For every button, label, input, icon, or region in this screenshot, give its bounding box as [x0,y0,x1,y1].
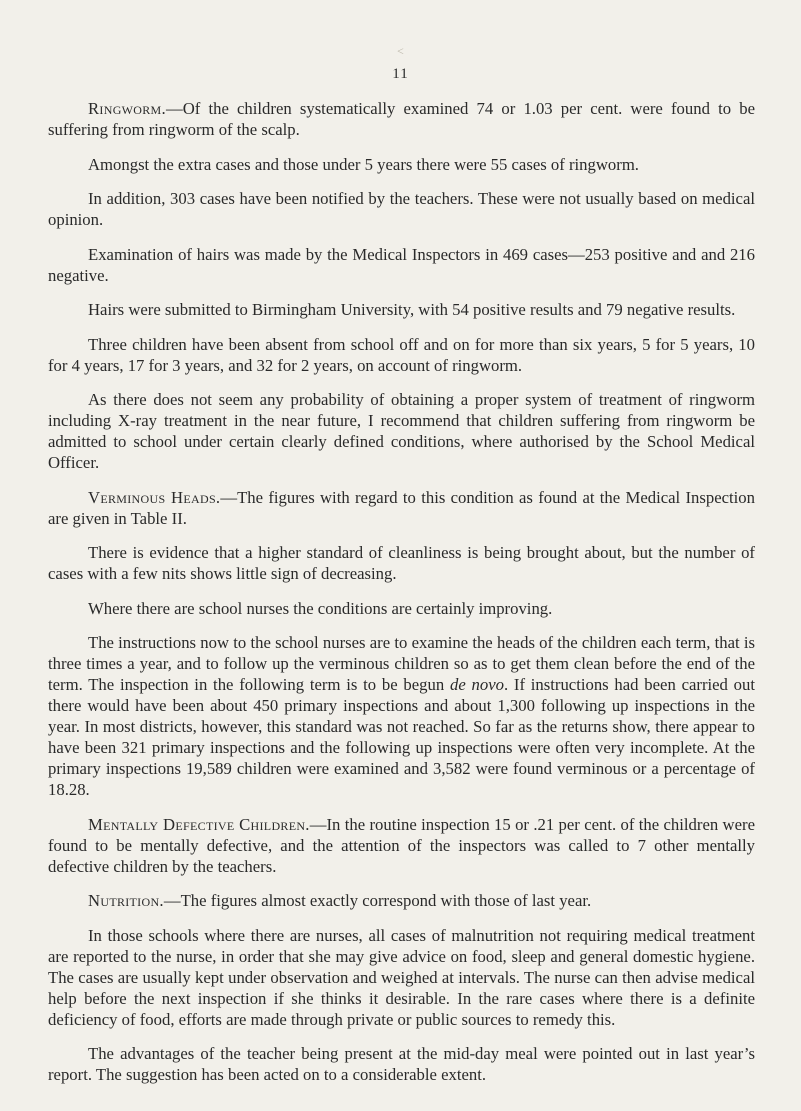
paragraph: As there does not seem any probability of obtaining a proper system of treatment of ringworm including X-ray treatment in the near future, I recommend that children suffering from ringworm be admitted to school under certain clearly defined conditions, where authorised by the School Medical Officer. [48,390,755,472]
paragraph-ringworm [48,98,755,140]
paragraph: In those schools where there are nurses, all cases of malnutrition not requiring medical treatment are reported to the nurse, in order that she may give advice on food, sleep and general domestic hygiene. The cases are usually kept under observation and weighed at intervals. The nurse can then advise medical help before the next inspection if she thinks it desirable. In the rare cases where there is a definite deficiency of food, efforts are made through private or public sources to remedy this. [48,925,755,1029]
section-heading-mentally-defective: Mentally Defective Children. [88,814,310,834]
paragraph: Examination of hairs was made by the Medical Inspectors in 469 cases—253 positive and and 216 negative. [48,244,755,285]
page-number: 11 [392,66,409,82]
section-heading-verminous-heads: Verminous Heads. [88,487,221,507]
stray-scan-mark: < [397,44,404,58]
paragraph-text: —In the routine inspection 15 or .21 per cent. of the children were found to be mentally defective, and the attention of the inspectors was called to 7 other mentally defective children by the teachers. [48,814,755,876]
paragraph: Three children have been absent from school off and on for more than six years, 5 for 5 years, 10 for 4 years, 17 for 3 years, and 32 for 2 years, on account of ringworm. [48,334,755,375]
paragraph-text: —The figures almost exactly correspond with those of last year. [163,891,592,910]
paragraph: There is evidence that a higher standard of cleanliness is being brought about, but the number of cases with a few nits shows little sign of decreasing. [48,543,755,583]
italic-phrase: de novo [449,675,504,694]
paragraph-mentally-defective [48,814,755,877]
document-body [48,98,755,1099]
paragraph: Amongst the extra cases and those under 5 years there were 55 cases of ringworm. [88,154,639,174]
paragraph: In addition, 303 cases have been notified by the teachers. These were not usually based on medical opinion. [48,189,755,229]
paragraph: Hairs were submitted to Birmingham University, with 54 positive results and 79 negative results. [88,300,736,319]
paragraph-text: —The figures with regard to this condition as found at the Medical Inspection are given in Table II. [48,487,755,528]
paragraph-instructions [48,632,755,800]
paragraph: Where there are school nurses the conditions are certainly improving. [88,598,553,618]
paragraph-text: The instructions now to the school nurses are to examine the heads of the children each term, that is three times a year, and to follow up the verminous children so as to get them clean before the end of the term. The inspection in the following term is to be begun [48,633,755,694]
paragraph-text: —Of the children systematically examined 74 or 1.03 per cent. were found to be suffering from ringworm of the scalp. [48,99,755,139]
paragraph: The advantages of the teacher being present at the mid-day meal were pointed out in last year’s report. The suggestion has been acted on to a considerable extent. [48,1044,755,1084]
paragraph-nutrition [48,890,755,911]
section-heading-nutrition: Nutrition. [88,891,164,910]
paragraph-text: . If instructions had been carried out there would have been about 450 primary inspections and about 1,300 following up inspections in the year. In most districts, however, this standard was not reached. So far as the returns show, there appear to have been 321 primary inspections and the following up inspections were often very incomplete. At the primary inspections 19,589 children were examined and 3,582 were found verminous or a percentage of 18.28. [48,675,755,799]
paragraph-verminous-heads [48,487,755,529]
section-heading-ringworm: Ringworm. [88,99,166,118]
